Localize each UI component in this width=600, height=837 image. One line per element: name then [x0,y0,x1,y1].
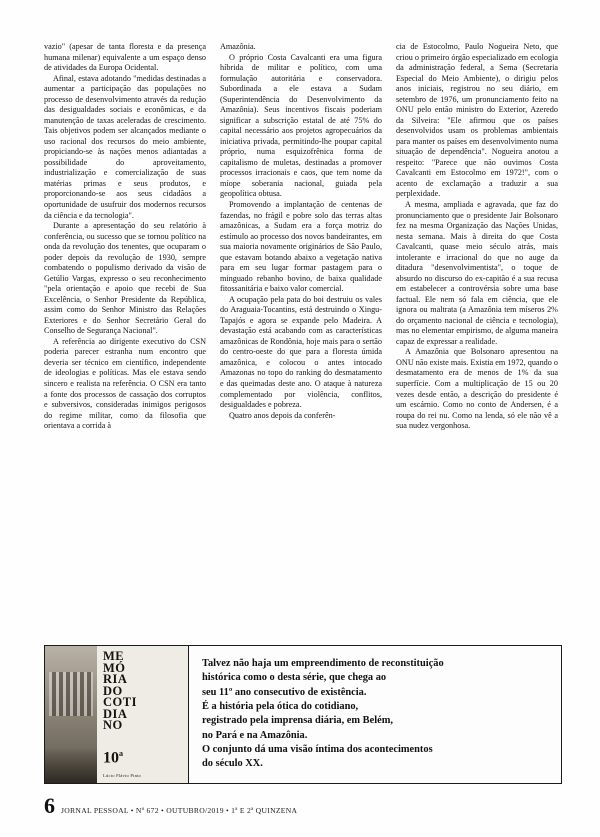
cover-title-line: ME [103,649,125,663]
cover-title [103,651,184,732]
page-footer [44,795,560,817]
promo-line: do século XX. [202,758,263,770]
paragraph: A Amazônia que Bolsonaro apresentou na ONU não existe mais. Existia em 1972, quando o desmatamento era de menos de 1% da sua superfície. Com a multiplicação de 15 ou 20 vezes desde então, a descrição do presidente é um escárnio. Como no conto de Andersen, é a roupa do rei nu. Como na lenda, só ele não vê a sua nudez vergonhosa. [396,347,558,431]
paragraph: A ocupação pela pata do boi destruiu os vales do Araguaia-Tocantins, está destruindo o Xingu-Tapajós e agora se expande pelo Madeira. A devastação está acabando com as características amazônicas de Rondônia, hoje mais para o sertão do centro-oeste do que para a floresta úmida amazônica, e colocou o antes intocado Amazonas no topo do ranking do desmatamento e das queimadas deste ano. O ataque à natureza complementado por violência, conflitos, desigualdades e pobreza. [220,294,382,410]
promo-line: Talvez não haja um empreendimento de reconstituição [202,658,444,669]
paragraph: Amazônia. [220,42,256,51]
paragraph: A referência ao dirigente executivo do CSN poderia parecer estranha num encontro que deveria ser técnico em científico, independente de ideologias e políticas. Mas ele estava sendo sincero e realista na referência. O CSN era tanto a fonte dos processos de cassação dos corruptos e subversivos, consideradas inimigos perigosos do regime militar, como da filosofia que orientava a corrida à [44,336,206,431]
page-number: 6 [44,793,55,818]
paragraph: A mesma, ampliada e agravada, que faz do pronunciamento que o presidente Jair Bolsonaro fez na mesma Organização das Nações Unidas, nesta semana. Mais à direita do que Costa Cavalcanti, quase meio século atrás, mais intolerante e irracional do que no auge da ditadura "desenvolvimentista", o toque de absurdo no discurso do ex-capitão é a sua recusa em estabelecer a controvérsia sobre uma base factual. Ele nem só fala em ciência, que ele ignora ou maltrata (a Amazônia tem míseros 2% do orçamento nacional de ciência e tecnologia), mas no elementar empirismo, de alguma maneira capaz de expressar a realidade. [396,199,558,346]
paragraph: Afinal, estava adotando "medidas destinadas a aumentar a participação das populações no processo de desenvolvimento através da redução das desigualdades sociais e econômicas, e da manutenção de taxas aceleradas de crescimento. Tais objetivos podem ser alcançados mediante o uso racional dos recursos do meio ambiente, propiciando-se às nações menos adiantadas a possibilidade do aproveitamento, industrialização e comercialização de suas matérias primas e seus produtos, e proporcionando-se aos seus cidadãos a oportunidade de usufruir dos modernos recursos da ciência e da tecnologia". [44,73,206,220]
cover-edition-number: 10 [103,749,119,766]
article-column-1 [44,42,206,632]
cover-title-line: MÓ [103,660,126,675]
promo-line: seu 11º ano consecutivo de existência. [202,686,367,698]
promo-line: no Pará e na Amazônia. [202,729,308,741]
article-column-2 [220,42,382,632]
cover-text [97,646,188,783]
paragraph: cia de Estocolmo, Paulo Nogueira Neto, que criou o primeiro órgão especializado em ecologia da administração federal, a Sema (Secretaria Especial do Meio Ambiente), o dirigiu pelos anos iniciais, registrou no seu diário, em setembro de 1976, um pronunciamento feito na ONU pelo então ministro do Exterior, Azeredo da Silveira: "Ele afirmou que os países desenvolvidos usam os problemas ambientais para manter os países em desenvolvimento numa situação de dependência". Nogueira anotou a respeito: "Parece que não ouvimos Costa Cavalcanti em Estocolmo em 1972!", com o acento de exclamação a traduzir a sua perplexidade. [396,42,558,199]
paragraph: Promovendo a implantação de centenas de fazendas, no frágil e pobre solo das terras altas amazônicas, a Sudam era a força motriz do estímulo ao processo dos novos bandeirantes, em sua maioria novamente originários de São Paulo, que estavam botando abaixo a vegetação nativa para em seu lugar formar pastagem para o minguado rebanho bovino, de baixa qualidade fitossanitária e baixo valor comercial. [220,199,382,294]
promo-line: histórica como o desta série, que chega ao [202,672,387,684]
paragraph: vazio" (apesar de tanta floresta e da presença humana milenar) equivalente a um espaço denso de atividades da Europa Ocidental. [44,42,206,73]
cover-photo [45,646,97,783]
cover-edition [103,749,123,767]
cover-edition-sup: a [119,748,123,758]
promo-line: registrado pela imprensa diária, em Belém, [202,715,393,727]
cover-author: Lúcio Flávio Pinto [103,773,142,778]
cover-title-line: DIA [103,706,128,721]
cover-title-line: DO [103,683,123,698]
book-cover [45,646,189,783]
article-column-3 [396,42,558,632]
promo-line: O conjunto dá uma visão íntima dos acontecimentos [202,743,433,755]
paragraph: Quatro anos depois da conferên- [229,410,336,420]
paragraph: Durante a apresentação do seu relatório à conferência, ou sucesso que se tornou político na onda da revolução dos tenentes, que ocuparam o poder depois da revolução de 1930, sempre combatendo o populismo derivado da visão de Getúlio Vargas, expresso o seu reconhecimento "pela orientação e apoio que recebi de Sua Excelência, o Senhor Presidente da República, assim como do Senhor Ministro das Relações Exteriores e do Senhor Secretário Geral do Conselho de Segurança Nacional". [44,221,206,336]
book-promo-box [44,645,562,784]
cover-title-line: COTI [103,695,137,709]
cover-title-line: NO [103,718,123,732]
footer-meta: JORNAL PESSOAL • Nº 672 • OUTUBRO/2019 • 1ª E 2ª QUINZENA [61,805,298,815]
paragraph: O próprio Costa Cavalcanti era uma figura híbrida de militar e político, com uma formulação autoritária e conservadora. Subordinada a ele estava a Sudam (Superintendência do Desenvolvimento da Amazônia). Seus incentivos fiscais poderiam significar a subscrição estatal de até 75% do capital necessário aos projetos agropecuários da iniciativa privada, permitindo-lhe poupar capital próprio, numa esquizofrênica forma de capitalismo de muletas, destinadas a promover processos irracionais e caos, que tem nome da míope soberania nacional, guiada pela geopolítica obtusa. [220,52,382,199]
promo-line: É a história pela ótica do cotidiano, [202,700,359,712]
cover-title-line: RIA [103,672,128,686]
promo-text [189,646,561,783]
article-columns [44,42,560,632]
